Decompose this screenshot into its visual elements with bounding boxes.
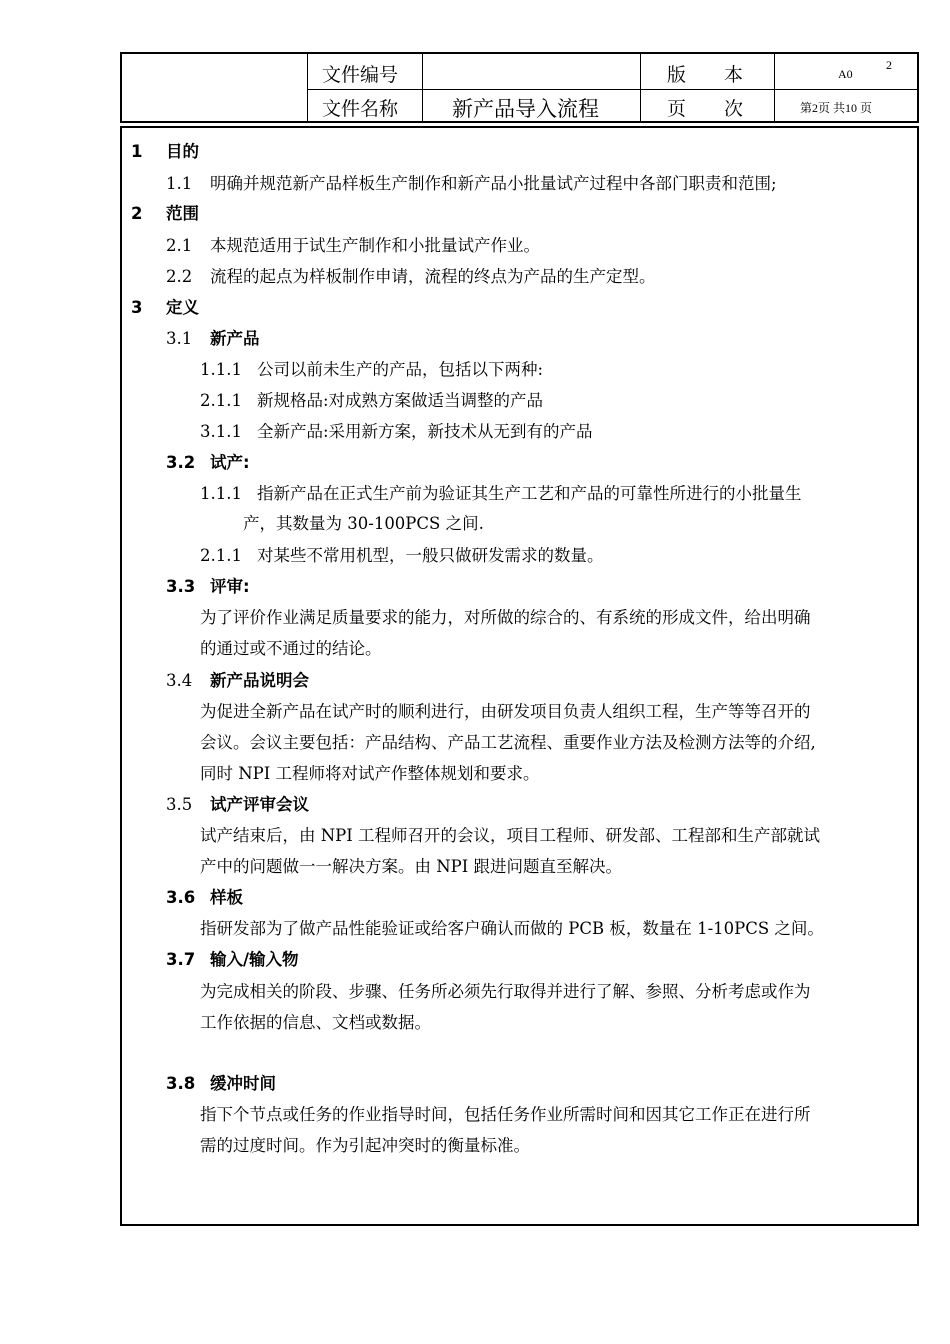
doc-name-label: 文件名称	[322, 98, 399, 120]
definition-number: 3.4	[166, 671, 193, 690]
definition-title: 新产品	[210, 329, 260, 348]
section-title: 定义	[166, 298, 199, 317]
item-number: 1.1	[166, 174, 193, 193]
definition-text: 同时 NPI 工程师将对试产作整体规划和要求。	[200, 764, 540, 783]
page-label: 页 次	[667, 98, 744, 120]
version-value: A0	[838, 67, 853, 81]
definition-number: 3.1	[166, 329, 193, 348]
doc-name-value: 新产品导入流程	[452, 97, 599, 121]
item-text: 本规范适用于试生产制作和小批量试产作业。	[210, 236, 540, 255]
definition-title: 新产品说明会	[210, 671, 309, 690]
definition-title: 样板	[210, 888, 243, 907]
definition-text: 会议。会议主要包括：产品结构、产品工艺流程、重要作业方法及检测方法等的介绍,	[200, 733, 816, 752]
sub-item-text: 全新产品:采用新方案，新技术从无到有的产品	[257, 422, 593, 441]
definition-text: 产中的问题做一一解决方案。由 NPI 跟进问题直至解决。	[200, 857, 623, 876]
definition-title: 缓冲时间	[210, 1074, 276, 1093]
definition-text: 试产结束后，由 NPI 工程师召开的会议，项目工程师、研发部、工程部和生产部就试	[200, 826, 821, 845]
sub-item-text: 指新产品在正式生产前为验证其生产工艺和产品的可靠性所进行的小批量生	[257, 484, 802, 503]
definition-title: 试产评审会议	[210, 795, 309, 814]
definition-title: 输入/输入物	[210, 950, 299, 969]
definition-text: 指研发部为了做产品性能验证或给客户确认而做的 PCB 板，数量在 1-10PCS 之间。	[200, 919, 824, 938]
item-text: 明确并规范新产品样板生产制作和新产品小批量试产过程中各部门职责和范围;	[210, 174, 777, 193]
header-divider	[422, 54, 423, 121]
item-number: 2.1	[166, 236, 193, 255]
definition-number: 3.7	[166, 950, 196, 969]
section-title: 范围	[166, 204, 199, 223]
sub-item-number: 2.1.1	[200, 391, 242, 410]
definition-text: 需的过度时间。作为引起冲突时的衡量标准。	[200, 1136, 530, 1155]
header-row-divider	[307, 89, 917, 90]
sub-item-number: 2.1.1	[200, 546, 242, 565]
definition-text: 的通过或不通过的结论。	[200, 639, 382, 658]
document-body	[120, 126, 919, 1226]
sub-item-text: 新规格品:对成熟方案做适当调整的产品	[257, 391, 544, 410]
section-title: 目的	[166, 142, 199, 161]
definition-text: 指下个节点或任务的作业指导时间，包括任务作业所需时间和因其它工作正在进行所	[200, 1105, 811, 1124]
definition-text: 工作依据的信息、文档或数据。	[200, 1013, 431, 1032]
header-divider	[774, 54, 775, 121]
sub-item-text: 公司以前未生产的产品，包括以下两种:	[257, 360, 544, 379]
header-divider	[307, 54, 308, 121]
section-number: 1	[131, 142, 143, 161]
section-number: 3	[131, 298, 143, 317]
page-value: 第2页 共10 页	[800, 101, 873, 115]
definition-number: 3.6	[166, 888, 196, 907]
header-divider	[640, 54, 641, 121]
definition-title: 试产:	[210, 453, 250, 472]
definition-text: 为促进全新产品在试产时的顺利进行，由研发项目负责人组织工程，生产等等召开的	[200, 702, 811, 721]
definition-number: 3.5	[166, 795, 193, 814]
definition-number: 3.3	[166, 577, 196, 596]
definition-text: 为完成相关的阶段、步骤、任务所必须先行取得并进行了解、参照、分析考虑或作为	[200, 982, 811, 1001]
version-label: 版 本	[667, 64, 744, 86]
doc-number-label: 文件编号	[322, 64, 399, 86]
item-text: 流程的起点为样板制作申请，流程的终点为产品的生产定型。	[210, 267, 656, 286]
sub-item-number: 1.1.1	[200, 360, 242, 379]
sub-item-number: 1.1.1	[200, 484, 242, 503]
document-header-table	[120, 52, 919, 123]
version-superscript: 2	[886, 58, 892, 72]
sub-item-number: 3.1.1	[200, 422, 242, 441]
definition-title: 评审:	[210, 577, 250, 596]
definition-number: 3.8	[166, 1074, 196, 1093]
definition-text: 为了评价作业满足质量要求的能力，对所做的综合的、有系统的形成文件，给出明确	[200, 608, 811, 627]
definition-number: 3.2	[166, 453, 196, 472]
sub-item-text-continued: 产，其数量为 30-100PCS 之间.	[243, 514, 484, 533]
sub-item-text: 对某些不常用机型，一般只做研发需求的数量。	[257, 546, 604, 565]
section-number: 2	[131, 204, 143, 223]
item-number: 2.2	[166, 267, 193, 286]
